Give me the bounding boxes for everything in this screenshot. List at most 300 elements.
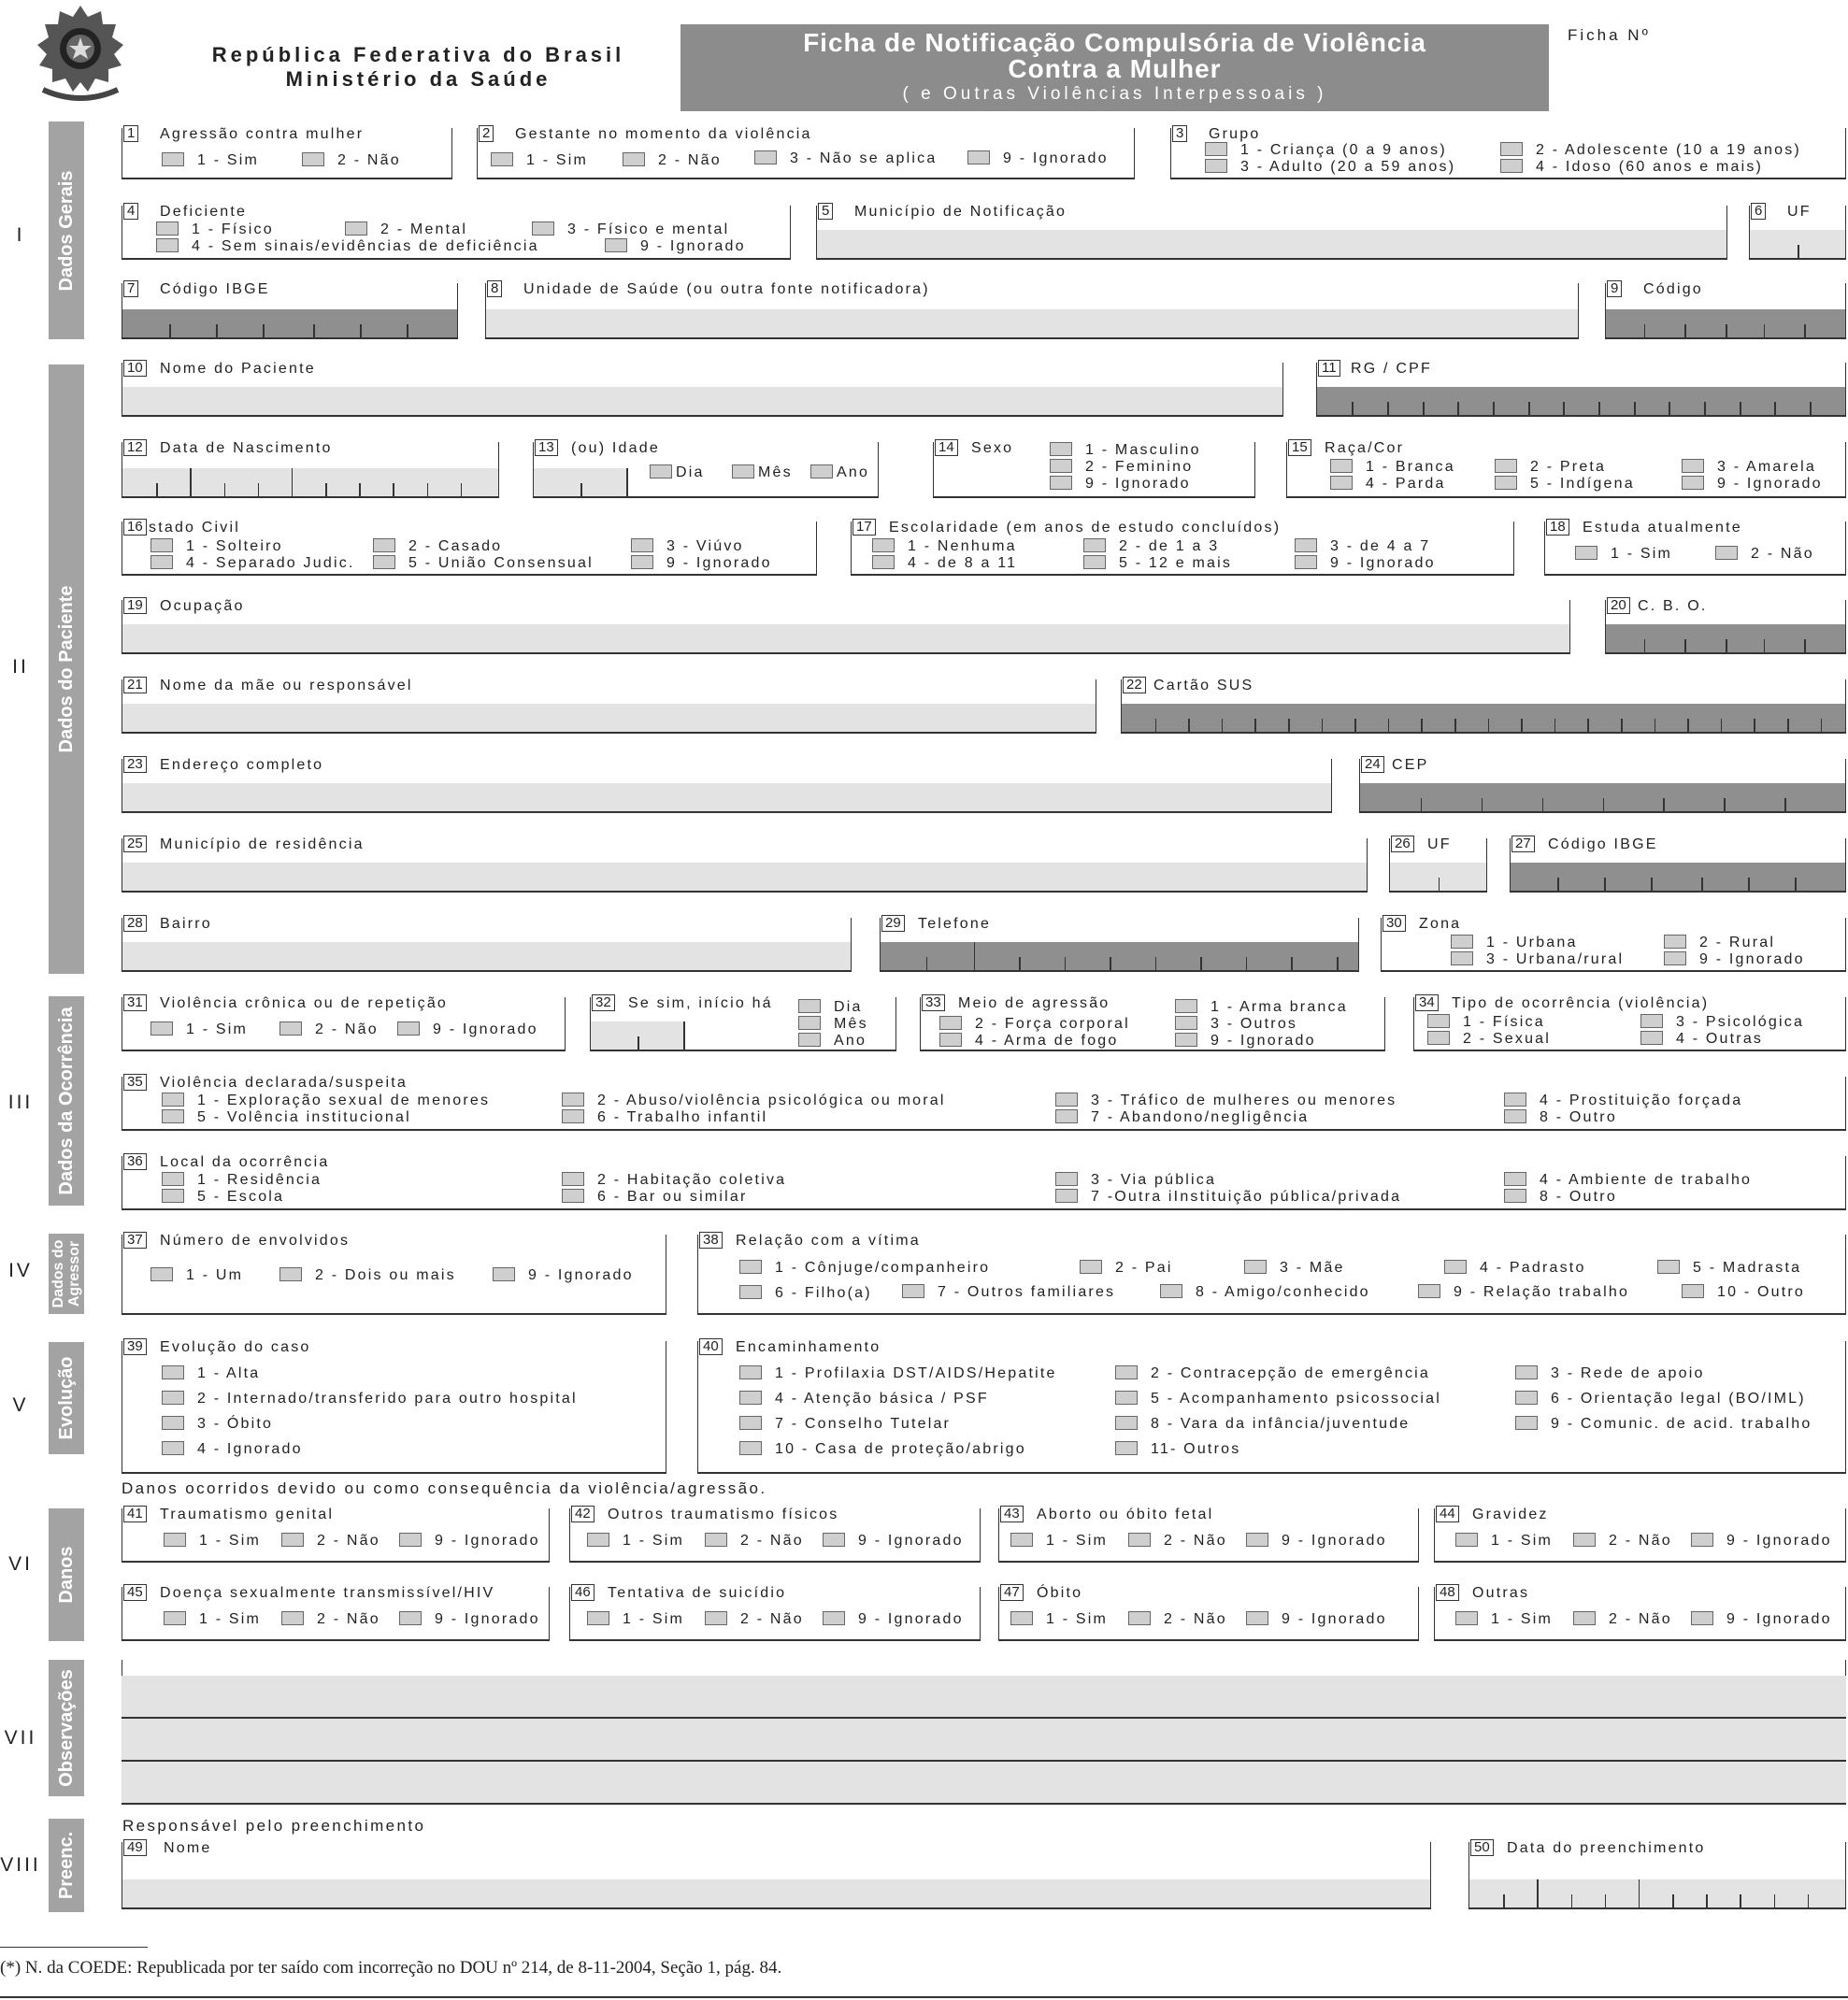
checkbox[interactable] xyxy=(1504,1189,1526,1203)
option-preta[interactable]: 2 - Preta xyxy=(1495,459,1606,476)
option-ignorado[interactable]: 9 - Ignorado xyxy=(1295,555,1436,572)
option-dois-ou-mais[interactable]: 2 - Dois ou mais xyxy=(279,1267,456,1284)
option-trabalho-infantil[interactable]: 6 - Trabalho infantil xyxy=(562,1109,767,1126)
checkbox[interactable] xyxy=(162,1093,184,1107)
checkbox[interactable] xyxy=(798,999,821,1013)
field-number: 21 xyxy=(123,677,147,693)
option-outro[interactable]: 8 - Outro xyxy=(1504,1189,1617,1206)
option-prostituicao[interactable]: 4 - Prostituição forçada xyxy=(1504,1093,1742,1109)
checkbox[interactable] xyxy=(302,152,324,166)
option-padrasto[interactable]: 4 - Padrasto xyxy=(1444,1260,1586,1277)
option-rural[interactable]: 2 - Rural xyxy=(1664,935,1775,951)
input-area[interactable] xyxy=(122,942,851,970)
checkbox[interactable] xyxy=(562,1172,584,1186)
checkbox[interactable] xyxy=(1451,951,1473,965)
checkbox[interactable] xyxy=(739,1441,762,1455)
field-8-unidade-saude[interactable] xyxy=(485,280,1579,339)
checkbox[interactable] xyxy=(739,1416,762,1430)
option-fisica[interactable]: 1 - Física xyxy=(1427,1014,1545,1031)
option-sim[interactable]: 1 - Sim xyxy=(1455,1533,1553,1550)
field-24-cep[interactable] xyxy=(1359,756,1846,813)
checkbox[interactable] xyxy=(1175,1016,1197,1030)
checkbox[interactable] xyxy=(279,1021,302,1036)
checkbox[interactable] xyxy=(1573,1533,1596,1547)
option-sim[interactable]: 1 - Sim xyxy=(587,1611,684,1628)
checkbox[interactable] xyxy=(1715,546,1738,560)
option-institucional[interactable]: 5 - Volência institucional xyxy=(162,1109,411,1126)
checkbox[interactable] xyxy=(1115,1365,1138,1379)
option-sim[interactable]: 1 - Sim xyxy=(164,1533,261,1550)
checkbox[interactable] xyxy=(1664,951,1686,965)
checkbox[interactable] xyxy=(605,238,627,252)
option-outras[interactable]: 4 - Outras xyxy=(1640,1031,1763,1048)
checkbox[interactable] xyxy=(1083,555,1106,569)
field-50-data-preenchimento[interactable] xyxy=(1468,1839,1846,1909)
field-21-nome-mae[interactable] xyxy=(122,679,1096,734)
option-nao[interactable]: 2 - Não xyxy=(281,1533,380,1550)
option-mes[interactable]: Mês xyxy=(798,1016,868,1033)
checkbox[interactable] xyxy=(739,1285,762,1299)
checkbox[interactable] xyxy=(650,464,672,479)
checkbox[interactable] xyxy=(823,1611,845,1625)
input-area[interactable] xyxy=(122,624,1569,652)
checkbox[interactable] xyxy=(587,1611,609,1625)
option-ignorado[interactable]: 9 - Ignorado xyxy=(493,1267,634,1284)
option-atencao-basica[interactable]: 4 - Atenção básica / PSF xyxy=(739,1391,989,1407)
field-49-nome-responsavel[interactable] xyxy=(122,1839,1431,1909)
checkbox[interactable] xyxy=(967,150,990,164)
field-number: 46 xyxy=(571,1584,595,1601)
checkbox[interactable] xyxy=(1504,1093,1526,1107)
option-um[interactable]: 1 - Um xyxy=(150,1267,243,1284)
checkbox[interactable] xyxy=(1175,1033,1197,1047)
option-filho[interactable]: 6 - Filho(a) xyxy=(739,1285,872,1302)
checkbox[interactable] xyxy=(1055,1172,1078,1186)
option-arma-fogo[interactable]: 4 - Arma de fogo xyxy=(939,1033,1119,1050)
checkbox[interactable] xyxy=(1657,1260,1680,1274)
checkbox[interactable] xyxy=(150,538,173,552)
checkbox[interactable] xyxy=(1205,142,1227,156)
checkbox[interactable] xyxy=(1295,555,1317,569)
checkbox[interactable] xyxy=(705,1611,727,1625)
checkbox[interactable] xyxy=(1244,1260,1267,1274)
option-alta[interactable]: 1 - Alta xyxy=(162,1365,260,1382)
field-26-uf[interactable] xyxy=(1389,838,1487,893)
observacoes-line-1[interactable] xyxy=(122,1676,1846,1719)
checkbox[interactable] xyxy=(373,555,395,569)
checkbox[interactable] xyxy=(162,1172,184,1186)
checkbox[interactable] xyxy=(798,1033,821,1047)
option-8-a-11[interactable]: 4 - de 8 a 11 xyxy=(872,555,1017,572)
checkbox[interactable] xyxy=(623,152,645,166)
field-22-cartao-sus[interactable] xyxy=(1121,679,1846,734)
option-mae[interactable]: 3 - Mãe xyxy=(1244,1260,1345,1277)
option-idoso[interactable]: 4 - Idoso (60 anos e mais) xyxy=(1500,159,1763,176)
checkbox[interactable] xyxy=(1444,1260,1467,1274)
checkbox[interactable] xyxy=(1640,1014,1663,1028)
option-ano[interactable]: Ano xyxy=(810,464,869,481)
field-10-nome-paciente[interactable] xyxy=(122,360,1283,417)
checkbox[interactable] xyxy=(1083,538,1106,552)
checkbox[interactable] xyxy=(1691,1611,1713,1625)
option-crianca[interactable]: 1 - Criança (0 a 9 anos) xyxy=(1205,142,1447,159)
field-7-codigo-ibge[interactable] xyxy=(122,280,458,339)
checkbox[interactable] xyxy=(1451,935,1473,949)
option-pai[interactable]: 2 - Pai xyxy=(1080,1260,1173,1277)
form-title-line-1: Ficha de Notificação Compulsória de Violência xyxy=(803,28,1426,57)
checkbox[interactable] xyxy=(872,538,895,552)
option-ano[interactable]: Ano xyxy=(798,1033,867,1050)
field-5-municipio-notificacao[interactable] xyxy=(816,203,1727,260)
option-nao[interactable]: 2 - Não xyxy=(302,152,401,169)
option-ignorado[interactable]: 9 - Ignorado xyxy=(631,555,772,572)
option-nao[interactable]: 2 - Não xyxy=(1128,1533,1227,1550)
option-internado[interactable]: 2 - Internado/transferido para outro hospital xyxy=(162,1391,578,1407)
checkbox[interactable] xyxy=(562,1093,584,1107)
option-nenhuma[interactable]: 1 - Nenhuma xyxy=(872,538,1017,555)
field-9-codigo[interactable] xyxy=(1605,280,1846,339)
checkbox[interactable] xyxy=(1080,1260,1102,1274)
checkbox[interactable] xyxy=(1515,1391,1538,1405)
checkbox[interactable] xyxy=(1495,476,1517,490)
option-dia[interactable]: Dia xyxy=(798,999,863,1016)
option-4-a-7[interactable]: 3 - de 4 a 7 xyxy=(1295,538,1430,555)
checkbox[interactable] xyxy=(732,464,754,479)
checkbox[interactable] xyxy=(1160,1284,1182,1298)
field-29-telefone[interactable] xyxy=(880,915,1359,972)
option-sexual[interactable]: 2 - Sexual xyxy=(1427,1031,1551,1048)
option-outros-familiares[interactable]: 7 - Outros familiares xyxy=(902,1284,1115,1301)
option-outros[interactable]: 3 - Outros xyxy=(1175,1016,1297,1033)
option-nao-se-aplica[interactable]: 3 - Não se aplica xyxy=(754,150,937,167)
input-area[interactable] xyxy=(817,230,1726,258)
option-branca[interactable]: 1 - Branca xyxy=(1330,459,1455,476)
option-masculino[interactable]: 1 - Masculino xyxy=(1050,442,1201,459)
checkbox[interactable] xyxy=(587,1533,609,1547)
checkbox[interactable] xyxy=(631,555,653,569)
option-parda[interactable]: 4 - Parda xyxy=(1330,476,1446,493)
option-mes[interactable]: Mês xyxy=(732,464,793,481)
option-ignorado[interactable]: 9 - Ignorado xyxy=(823,1533,964,1550)
checkbox[interactable] xyxy=(1500,159,1523,173)
field-number: 33 xyxy=(922,994,945,1011)
field-label: C. B. O. xyxy=(1638,598,1708,614)
checkbox[interactable] xyxy=(150,1021,173,1036)
option-amarela[interactable]: 3 - Amarela xyxy=(1682,459,1816,476)
field-32-inicio-ha[interactable] xyxy=(590,994,896,1051)
option-sem-sinais[interactable]: 4 - Sem sinais/evidências de deficiência xyxy=(156,238,539,255)
checkbox[interactable] xyxy=(1330,476,1353,490)
option-sim[interactable]: 1 - Sim xyxy=(587,1533,684,1550)
checkbox[interactable] xyxy=(939,1016,962,1030)
checkbox[interactable] xyxy=(164,1533,186,1547)
checkbox[interactable] xyxy=(1205,159,1227,173)
field-28-bairro[interactable] xyxy=(122,915,852,972)
observacoes-line-3[interactable] xyxy=(122,1762,1846,1805)
option-sim[interactable]: 1 - Sim xyxy=(164,1611,261,1628)
option-ignorado[interactable]: 9 - Ignorado xyxy=(1246,1533,1387,1550)
checkbox[interactable] xyxy=(1504,1172,1526,1186)
option-comunic-acidente[interactable]: 9 - Comunic. de acid. trabalho xyxy=(1515,1416,1812,1433)
option-adolescente[interactable]: 2 - Adolescente (10 a 19 anos) xyxy=(1500,142,1801,159)
option-outro[interactable]: 8 - Outro xyxy=(1504,1109,1617,1126)
checkbox[interactable] xyxy=(739,1365,762,1379)
option-ignorado[interactable]: 9 - Ignorado xyxy=(1175,1033,1316,1050)
option-obito[interactable]: 3 - Óbito xyxy=(162,1416,273,1433)
checkbox[interactable] xyxy=(1050,442,1072,456)
option-residencia[interactable]: 1 - Residência xyxy=(162,1172,322,1189)
option-amigo[interactable]: 8 - Amigo/conhecido xyxy=(1160,1284,1370,1301)
option-ignorado[interactable]: 9 - Ignorado xyxy=(399,1533,540,1550)
checkbox[interactable] xyxy=(562,1109,584,1123)
checkbox[interactable] xyxy=(1115,1416,1138,1430)
field-20-cbo[interactable] xyxy=(1605,597,1846,654)
option-sim[interactable]: 1 - Sim xyxy=(1575,546,1672,563)
checkbox[interactable] xyxy=(562,1189,584,1203)
option-uniao-consensual[interactable]: 5 - União Consensual xyxy=(373,555,594,572)
checkbox[interactable] xyxy=(162,152,184,166)
checkbox[interactable] xyxy=(1682,1284,1704,1298)
checkbox[interactable] xyxy=(399,1533,422,1547)
option-abuso-psicologico[interactable]: 2 - Abuso/violência psicológica ou moral xyxy=(562,1093,946,1109)
checkbox[interactable] xyxy=(1515,1416,1538,1430)
checkbox[interactable] xyxy=(1682,459,1704,473)
option-nao[interactable]: 2 - Não xyxy=(1573,1533,1672,1550)
option-mental[interactable]: 2 - Mental xyxy=(345,221,467,238)
option-viuvo[interactable]: 3 - Viúvo xyxy=(631,538,744,555)
field-4-deficiente xyxy=(122,203,791,260)
option-ignorado[interactable]: 9 - Ignorado xyxy=(397,1021,538,1038)
option-casado[interactable]: 2 - Casado xyxy=(373,538,502,555)
option-sim[interactable]: 1 - Sim xyxy=(491,152,588,169)
field-number: 10 xyxy=(123,360,147,377)
option-fisico-mental[interactable]: 3 - Físico e mental xyxy=(532,221,729,238)
option-separado[interactable]: 4 - Separado Judic. xyxy=(150,555,355,572)
checkbox[interactable] xyxy=(162,1189,184,1203)
option-sim[interactable]: 1 - Sim xyxy=(1010,1533,1108,1550)
checkbox[interactable] xyxy=(1500,142,1523,156)
option-nao[interactable]: 2 - Não xyxy=(705,1611,804,1628)
checkbox[interactable] xyxy=(399,1611,422,1625)
option-conjuge[interactable]: 1 - Cônjuge/companheiro xyxy=(739,1260,990,1277)
option-nao[interactable]: 2 - Não xyxy=(1573,1611,1672,1628)
checkbox[interactable] xyxy=(1050,476,1072,490)
checkbox[interactable] xyxy=(1128,1533,1151,1547)
option-sim[interactable]: 1 - Sim xyxy=(1010,1611,1108,1628)
checkbox[interactable] xyxy=(1455,1611,1478,1625)
option-orientacao-legal[interactable]: 6 - Orientação legal (BO/IML) xyxy=(1515,1391,1806,1407)
checkbox[interactable] xyxy=(1050,459,1072,473)
option-arma-branca[interactable]: 1 - Arma branca xyxy=(1175,999,1348,1016)
checkbox[interactable] xyxy=(1427,1014,1450,1028)
checkbox[interactable] xyxy=(162,1441,184,1455)
field-12-data-nascimento[interactable] xyxy=(122,439,499,498)
field-27-codigo-ibge[interactable] xyxy=(1510,838,1846,893)
input-area[interactable] xyxy=(122,387,1282,415)
field-13-idade[interactable] xyxy=(533,439,879,498)
checkbox[interactable] xyxy=(1640,1031,1663,1045)
option-ignorado[interactable]: 9 - Ignorado xyxy=(605,238,746,255)
checkbox[interactable] xyxy=(1573,1611,1596,1625)
option-nao[interactable]: 2 - Não xyxy=(279,1021,379,1038)
option-nao[interactable]: 2 - Não xyxy=(1715,546,1814,563)
checkbox[interactable] xyxy=(150,555,173,569)
checkbox[interactable] xyxy=(1055,1109,1078,1123)
option-solteiro[interactable]: 1 - Solteiro xyxy=(150,538,283,555)
checkbox[interactable] xyxy=(1055,1093,1078,1107)
checkbox[interactable] xyxy=(798,1016,821,1030)
checkbox[interactable] xyxy=(1115,1441,1138,1455)
input-area[interactable] xyxy=(122,1879,1430,1907)
option-ignorado[interactable]: 9 - Ignorado xyxy=(1691,1611,1832,1628)
option-bar[interactable]: 6 - Bar ou similar xyxy=(562,1189,748,1206)
checkbox[interactable] xyxy=(1504,1109,1526,1123)
checkbox[interactable] xyxy=(279,1267,302,1281)
option-nao[interactable]: 2 - Não xyxy=(705,1533,804,1550)
checkbox[interactable] xyxy=(810,464,833,479)
option-ignorado[interactable]: 9 - Ignorado xyxy=(1691,1533,1832,1550)
checkbox[interactable] xyxy=(1055,1189,1078,1203)
checkbox[interactable] xyxy=(1010,1611,1033,1625)
option-rede-apoio[interactable]: 3 - Rede de apoio xyxy=(1515,1365,1705,1382)
checkbox[interactable] xyxy=(491,152,513,166)
checkbox[interactable] xyxy=(1246,1533,1268,1547)
option-nao[interactable]: 2 - Não xyxy=(1128,1611,1227,1628)
checkbox[interactable] xyxy=(397,1021,420,1036)
checkbox[interactable] xyxy=(1246,1611,1268,1625)
field-19-ocupacao[interactable] xyxy=(122,597,1570,654)
option-forca-corporal[interactable]: 2 - Força corporal xyxy=(939,1016,1130,1033)
checkbox[interactable] xyxy=(164,1611,186,1625)
field-11-rg-cpf[interactable] xyxy=(1316,360,1846,417)
field-25-municipio-residencia[interactable] xyxy=(122,838,1368,893)
checkbox[interactable] xyxy=(162,1416,184,1430)
checkbox[interactable] xyxy=(532,221,554,236)
option-ignorado[interactable]: 9 - Ignorado xyxy=(399,1611,540,1628)
checkbox[interactable] xyxy=(939,1033,962,1047)
checkbox[interactable] xyxy=(1330,459,1353,473)
checkbox[interactable] xyxy=(1115,1391,1138,1405)
checkbox[interactable] xyxy=(739,1391,762,1405)
checkbox[interactable] xyxy=(1128,1611,1151,1625)
checkbox[interactable] xyxy=(705,1533,727,1547)
checkbox[interactable] xyxy=(150,1267,173,1281)
option-exploracao-sexual[interactable]: 1 - Exploração sexual de menores xyxy=(162,1093,490,1109)
field-number: 29 xyxy=(881,915,905,932)
option-dia[interactable]: Dia xyxy=(650,464,705,481)
option-vara-infancia[interactable]: 8 - Vara da infância/juventude xyxy=(1115,1416,1410,1433)
option-1-a-3[interactable]: 2 - de 1 a 3 xyxy=(1083,538,1219,555)
option-relacao-trabalho[interactable]: 9 - Relação trabalho xyxy=(1418,1284,1629,1301)
checkbox[interactable] xyxy=(281,1533,304,1547)
observacoes-line-2[interactable] xyxy=(122,1719,1846,1762)
checkbox[interactable] xyxy=(156,221,179,236)
option-nao[interactable]: 2 - Não xyxy=(623,152,722,169)
checkbox[interactable] xyxy=(1295,538,1317,552)
checkbox[interactable] xyxy=(1575,546,1597,560)
checkbox[interactable] xyxy=(156,238,179,252)
checkbox[interactable] xyxy=(902,1284,924,1298)
checkbox[interactable] xyxy=(1427,1031,1450,1045)
option-psicologica[interactable]: 3 - Psicológica xyxy=(1640,1014,1804,1031)
checkbox[interactable] xyxy=(823,1533,845,1547)
checkbox[interactable] xyxy=(1691,1533,1713,1547)
checkbox[interactable] xyxy=(345,221,367,236)
field-6-uf[interactable] xyxy=(1749,203,1846,260)
option-urbana[interactable]: 1 - Urbana xyxy=(1451,935,1578,951)
option-outro[interactable]: 10 - Outro xyxy=(1682,1284,1805,1301)
option-ignorado[interactable]: 9 - Ignorado xyxy=(1664,951,1805,968)
option-habitacao-coletiva[interactable]: 2 - Habitação coletiva xyxy=(562,1172,786,1189)
checkbox[interactable] xyxy=(872,555,895,569)
option-via-publica[interactable]: 3 - Via pública xyxy=(1055,1172,1216,1189)
input-area[interactable] xyxy=(122,704,1096,732)
option-ignorado[interactable]: 9 - Ignorado xyxy=(1682,476,1823,493)
checkbox[interactable] xyxy=(1682,476,1704,490)
option-ignorado[interactable]: 9 - Ignorado xyxy=(823,1611,964,1628)
checkbox[interactable] xyxy=(162,1365,184,1379)
option-urbana-rural[interactable]: 3 - Urbana/rural xyxy=(1451,951,1624,968)
checkbox[interactable] xyxy=(1010,1533,1033,1547)
option-fisico[interactable]: 1 - Físico xyxy=(156,221,274,238)
checkbox[interactable] xyxy=(1418,1284,1440,1298)
option-outros[interactable]: 11- Outros xyxy=(1115,1441,1240,1458)
field-23-endereco[interactable] xyxy=(122,756,1332,813)
input-area[interactable] xyxy=(122,863,1367,891)
option-12-e-mais[interactable]: 5 - 12 e mais xyxy=(1083,555,1232,572)
checkbox[interactable] xyxy=(493,1267,515,1281)
checkbox[interactable] xyxy=(1515,1365,1538,1379)
option-ignorado[interactable]: 9 - Ignorado xyxy=(967,150,1109,167)
option-abandono[interactable]: 7 - Abandono/negligência xyxy=(1055,1109,1309,1126)
option-trafico[interactable]: 3 - Tráfico de mulheres ou menores xyxy=(1055,1093,1397,1109)
option-sim[interactable]: 1 - Sim xyxy=(1455,1611,1553,1628)
checkbox[interactable] xyxy=(631,538,653,552)
checkbox[interactable] xyxy=(162,1109,184,1123)
checkbox[interactable] xyxy=(754,150,777,164)
option-ignorado[interactable]: 9 - Ignorado xyxy=(1050,476,1191,493)
option-nao[interactable]: 2 - Não xyxy=(281,1611,380,1628)
option-indigena[interactable]: 5 - Indígena xyxy=(1495,476,1635,493)
option-casa-protecao[interactable]: 10 - Casa de proteção/abrigo xyxy=(739,1441,1026,1458)
checkbox[interactable] xyxy=(1495,459,1517,473)
option-madrasta[interactable]: 5 - Madrasta xyxy=(1657,1260,1801,1277)
input-area[interactable] xyxy=(486,309,1578,337)
checkbox[interactable] xyxy=(1175,999,1197,1013)
option-contracepcao[interactable]: 2 - Contracepção de emergência xyxy=(1115,1365,1430,1382)
checkbox[interactable] xyxy=(739,1260,762,1274)
option-ignorado[interactable]: 4 - Ignorado xyxy=(162,1441,303,1458)
option-sim[interactable]: 1 - Sim xyxy=(162,152,259,169)
field-label: Município de Notificação xyxy=(854,204,1067,220)
option-conselho-tutelar[interactable]: 7 - Conselho Tutelar xyxy=(739,1416,951,1433)
checkbox[interactable] xyxy=(1664,935,1686,949)
option-sim[interactable]: 1 - Sim xyxy=(150,1021,248,1038)
option-ignorado[interactable]: 9 - Ignorado xyxy=(1246,1611,1387,1628)
option-ambiente-trabalho[interactable]: 4 - Ambiente de trabalho xyxy=(1504,1172,1752,1189)
checkbox[interactable] xyxy=(373,538,395,552)
option-acompanhamento[interactable]: 5 - Acompanhamento psicossocial xyxy=(1115,1391,1441,1407)
option-outra-instituicao[interactable]: 7 -Outra iInstituição pública/privada xyxy=(1055,1189,1401,1206)
option-escola[interactable]: 5 - Escola xyxy=(162,1189,284,1206)
checkbox[interactable] xyxy=(162,1391,184,1405)
checkbox[interactable] xyxy=(1455,1533,1478,1547)
checkbox[interactable] xyxy=(281,1611,304,1625)
input-area[interactable] xyxy=(122,783,1331,811)
option-adulto[interactable]: 3 - Adulto (20 a 59 anos) xyxy=(1205,159,1455,176)
option-feminino[interactable]: 2 - Feminino xyxy=(1050,459,1193,476)
option-profilaxia[interactable]: 1 - Profilaxia DST/AIDS/Hepatite xyxy=(739,1365,1057,1382)
